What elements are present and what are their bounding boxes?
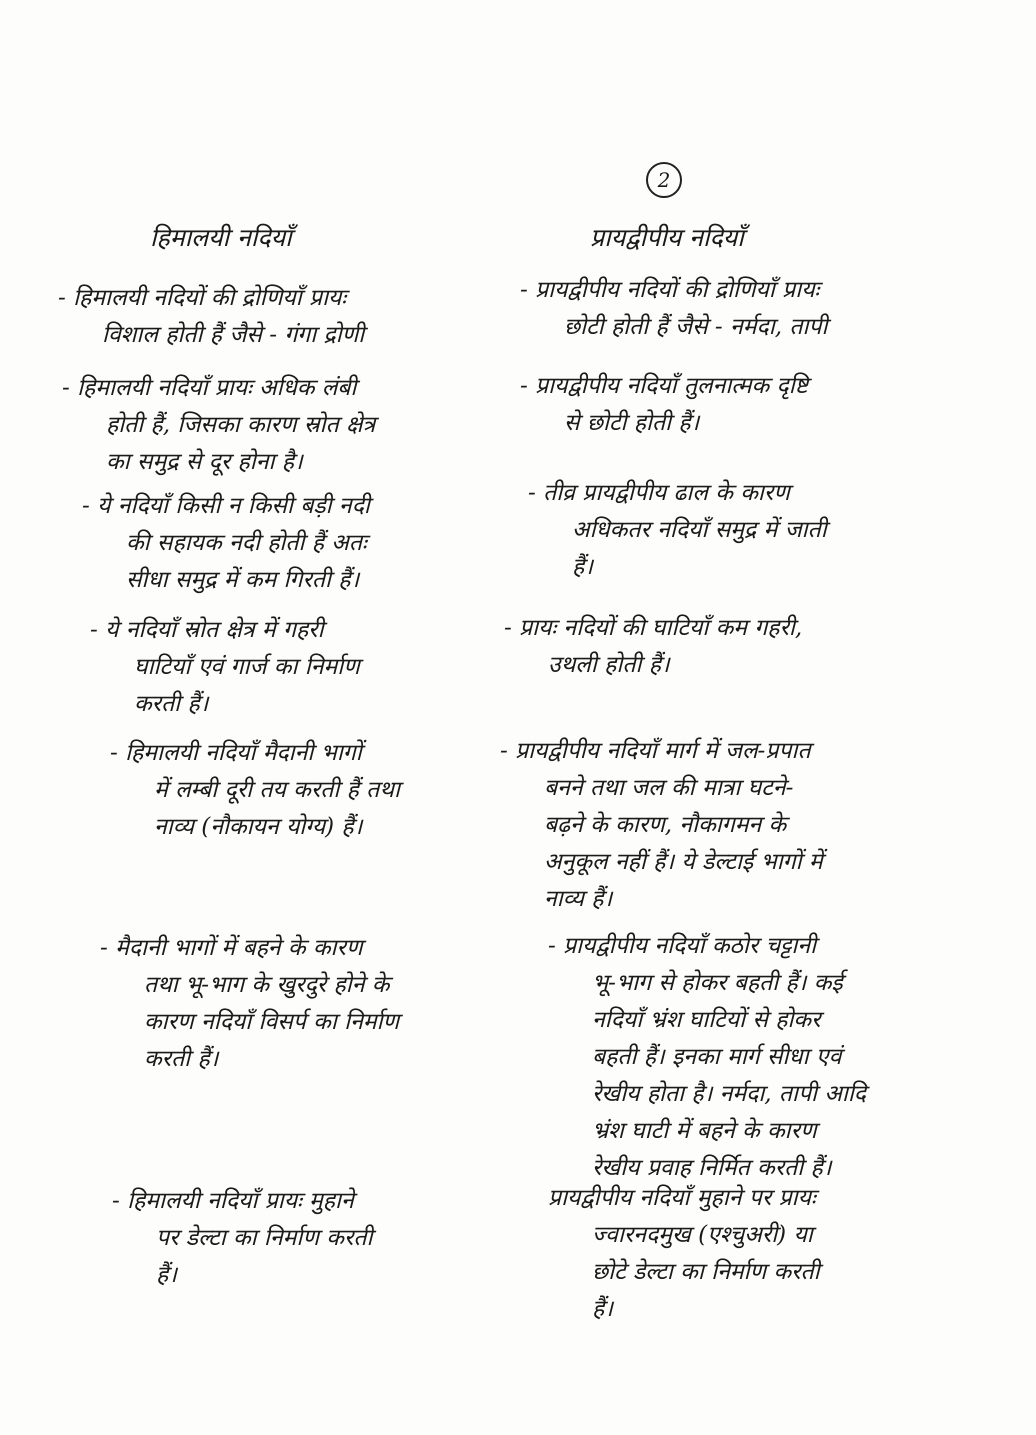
left-column-heading: हिमालयी नदियाँ — [150, 223, 292, 252]
right-point-6 — [548, 928, 866, 1187]
point-line: - हिमालयी नदियों की द्रोणियाँ प्रायः — [58, 285, 347, 311]
point-line: ज्वारनदमुख (एश्चुअरी) या — [592, 1222, 813, 1248]
point-line: करती हैं। — [144, 1046, 219, 1072]
point-line: - हिमालयी नदियाँ प्रायः मुहाने — [112, 1188, 354, 1214]
point-line: बढ़ने के कारण, नौकागमन के — [544, 812, 787, 838]
point-line: - प्रायद्वीपीय नदियों की द्रोणियाँ प्रायः — [520, 277, 820, 303]
point-line: - हिमालयी नदियाँ प्रायः अधिक लंबी — [62, 375, 357, 401]
point-line: में लम्बी दूरी तय करती हैं तथा — [154, 777, 400, 803]
point-line: छोटे डेल्टा का निर्माण करती — [592, 1259, 820, 1285]
point-line: रेखीय प्रवाह निर्मित करती हैं। — [592, 1155, 832, 1181]
point-line: - प्रायद्वीपीय नदियाँ तुलनात्मक दृष्टि — [520, 373, 809, 399]
point-line: तथा भू-भाग के खुरदुरे होने के — [144, 972, 390, 998]
right-point-3 — [528, 475, 827, 586]
point-line: प्रायद्वीपीय नदियाँ मुहाने पर प्रायः — [548, 1185, 816, 1211]
point-line: नदियाँ भ्रंश घाटियों से होकर — [592, 1007, 821, 1033]
point-line: भ्रंश घाटी में बहने के कारण — [592, 1118, 817, 1144]
point-line: - प्रायद्वीपीय नदियाँ कठोर चट्टानी — [548, 933, 817, 959]
point-line: करती हैं। — [134, 691, 209, 717]
point-line: - ये नदियाँ किसी न किसी बड़ी नदी — [82, 493, 370, 519]
point-line: उथली होती हैं। — [548, 652, 670, 678]
point-line: हैं। — [572, 554, 593, 580]
right-column-heading: प्रायद्वीपीय नदियाँ — [590, 223, 744, 252]
point-line: बनने तथा जल की मात्रा घटने- — [544, 775, 794, 801]
left-point-3 — [82, 488, 370, 599]
point-line: सीधा समुद्र में कम गिरती हैं। — [126, 567, 360, 593]
point-line: भू-भाग से होकर बहती हैं। कई — [592, 970, 843, 996]
point-line: - प्रायद्वीपीय नदियाँ मार्ग में जल-प्रपात — [500, 738, 811, 764]
left-point-2 — [62, 370, 375, 481]
point-line: नाव्य हैं। — [544, 886, 613, 912]
left-point-7 — [112, 1183, 372, 1294]
point-line: विशाल होती हैं जैसे - गंगा द्रोणी — [102, 322, 365, 348]
point-line: - मैदानी भागों में बहने के कारण — [100, 935, 363, 961]
point-line: का समुद्र से दूर होना है। — [106, 449, 303, 475]
point-line: कारण नदियाँ विसर्प का निर्माण — [144, 1009, 400, 1035]
point-line: से छोटी होती हैं। — [564, 410, 700, 436]
point-line: - प्रायः नदियों की घाटियाँ कम गहरी, — [504, 615, 803, 641]
point-line: होती हैं, जिसका कारण स्रोत क्षेत्र — [106, 412, 376, 438]
point-line: नाव्य (नौकायन योग्य) हैं। — [154, 814, 363, 840]
right-point-5 — [500, 733, 823, 918]
left-point-6 — [100, 930, 399, 1078]
left-point-1 — [58, 280, 364, 354]
point-line: पर डेल्टा का निर्माण करती — [156, 1225, 373, 1251]
point-line: बहती हैं। इनका मार्ग सीधा एवं — [592, 1044, 842, 1070]
point-line: अनुकूल नहीं हैं। ये डेल्टाई भागों में — [544, 849, 823, 875]
point-line: - ये नदियाँ स्रोत क्षेत्र में गहरी — [90, 617, 324, 643]
point-line: की सहायक नदी होती हैं अतः — [126, 530, 367, 556]
point-line: हैं। — [592, 1296, 613, 1322]
right-point-2 — [520, 368, 808, 442]
point-line: घाटियाँ एवं गार्ज का निर्माण — [134, 654, 360, 680]
left-point-4 — [90, 612, 360, 723]
left-point-5 — [110, 735, 400, 846]
point-line: - हिमालयी नदियाँ मैदानी भागों — [110, 740, 362, 766]
right-point-7 — [548, 1180, 820, 1328]
point-line: अधिकतर नदियाँ समुद्र में जाती — [572, 517, 827, 543]
point-line: छोटी होती हैं जैसे - नर्मदा, तापी — [564, 314, 828, 340]
point-line: रेखीय होता है। नर्मदा, तापी आदि — [592, 1081, 867, 1107]
page-number: 2 — [646, 162, 682, 198]
point-line: - तीव्र प्रायद्वीपीय ढाल के कारण — [528, 480, 790, 506]
right-point-4 — [504, 610, 802, 684]
point-line: हैं। — [156, 1262, 177, 1288]
right-point-1 — [520, 272, 827, 346]
